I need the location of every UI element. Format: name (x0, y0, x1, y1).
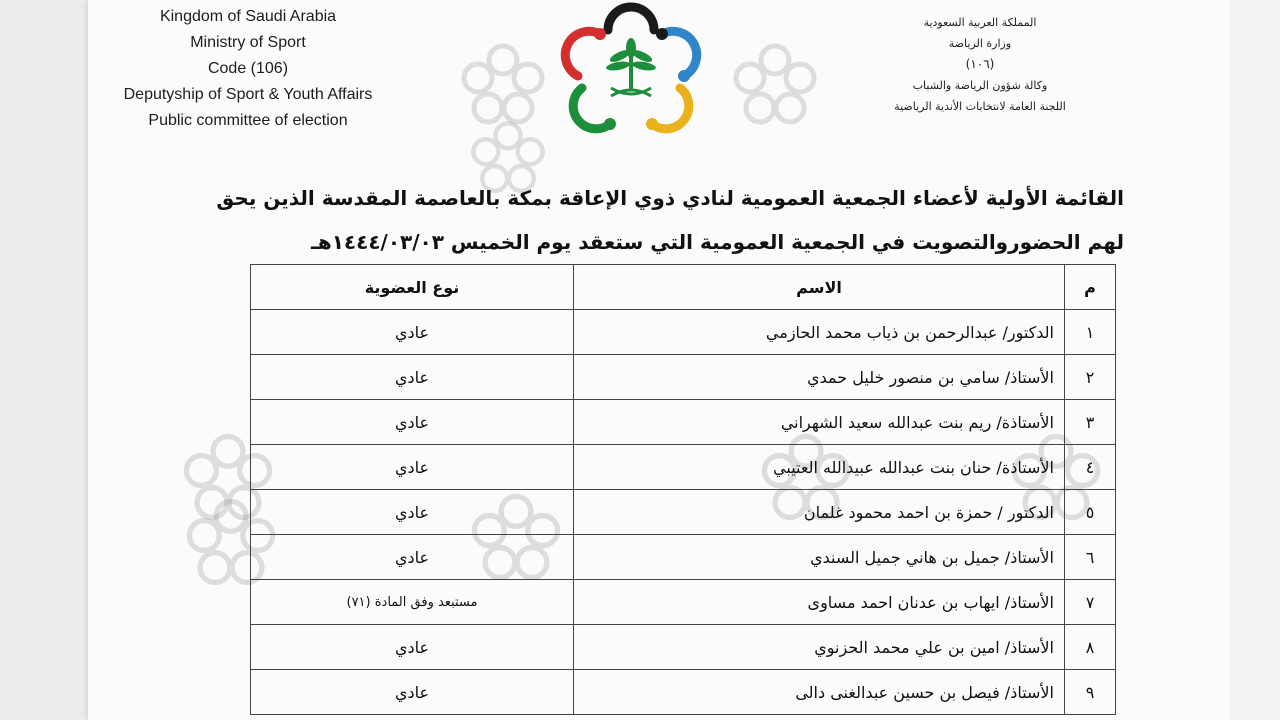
membership-type: عادي (251, 445, 574, 490)
membership-type: مستبعد وفق المادة (٧١) (251, 580, 574, 625)
header-arabic (870, 12, 1090, 117)
header-en-deputyship: Deputyship of Sport & Youth Affairs (123, 86, 373, 103)
header-ar-ministry: وزارة الرياضة (948, 37, 1012, 50)
document-page (88, 0, 1230, 720)
membership-type: عادي (251, 535, 574, 580)
viewer-margin (1230, 0, 1280, 720)
member-name: الأستاذ/ سامي بن منصور خليل حمدي (574, 355, 1065, 400)
header-en-committee: Public committee of election (148, 112, 348, 129)
membership-type: عادي (251, 490, 574, 535)
header-number: م (1065, 265, 1116, 310)
table-header-row (251, 265, 1116, 310)
header-name: الاسم (574, 265, 1065, 310)
membership-type: عادي (251, 625, 574, 670)
table-row (251, 490, 1116, 535)
membership-type: عادي (251, 355, 574, 400)
header-en-code: Code (106) (207, 60, 289, 77)
member-name: الأستاذ/ امين بن علي محمد الحزنوي (574, 625, 1065, 670)
table-row (251, 310, 1116, 355)
table-row (251, 670, 1116, 715)
member-name: الدكتور / حمزة بن احمد محمود غلمان (574, 490, 1065, 535)
member-name: الدكتور/ عبدالرحمن بن ذياب محمد الحازمي (574, 310, 1065, 355)
table-row (251, 355, 1116, 400)
watermark-emblem-icon (458, 40, 548, 130)
title-line-2: لهم الحضوروالتصويت في الجمعية العمومية التي ستعقد يوم الخميس ١٤٤٤/٠٣/٠٣هـ (311, 230, 1124, 254)
row-number: ٤ (1065, 445, 1116, 490)
member-name: الأستاذ/ فيصل بن حسين عبدالغنى دالى (574, 670, 1065, 715)
row-number: ٣ (1065, 400, 1116, 445)
table-row (251, 625, 1116, 670)
row-number: ٧ (1065, 580, 1116, 625)
header-en-ministry: Ministry of Sport (190, 34, 306, 51)
header-ar-deputyship: وكالة شؤون الرياضة والشباب (912, 79, 1048, 92)
row-number: ١ (1065, 310, 1116, 355)
ministry-of-sport-emblem-icon (556, 0, 706, 140)
header-ar-country: المملكة العربية السعودية (923, 16, 1037, 29)
header-english (118, 4, 378, 134)
header-membership-type: نوع العضوية (251, 265, 574, 310)
member-name: الأستاذة/ حنان بنت عبدالله عبيدالله العتيبي (574, 445, 1065, 490)
header-ar-code: (١٠٦) (965, 57, 995, 71)
header-en-country: Kingdom of Saudi Arabia (159, 8, 337, 25)
table-row (251, 535, 1116, 580)
member-name: الأستاذ/ ايهاب بن عدنان احمد مساوى (574, 580, 1065, 625)
table-row (251, 400, 1116, 445)
header-ar-committee: اللجنة العامة لانتخابات الأندية الرياضية (894, 100, 1066, 113)
title-line-1: القائمة الأولية لأعضاء الجمعية العمومية لنادي ذوي الإعاقة بمكة بالعاصمة المقدسة الذين يحق (216, 186, 1124, 210)
row-number: ٨ (1065, 625, 1116, 670)
row-number: ٦ (1065, 535, 1116, 580)
membership-type: عادي (251, 670, 574, 715)
membership-type: عادي (251, 400, 574, 445)
member-name: الأستاذة/ ريم بنت عبدالله سعيد الشهراني (574, 400, 1065, 445)
row-number: ٩ (1065, 670, 1116, 715)
table-row (251, 445, 1116, 490)
row-number: ٢ (1065, 355, 1116, 400)
member-name: الأستاذ/ جميل بن هاني جميل السندي (574, 535, 1065, 580)
table-row (251, 580, 1116, 625)
membership-type: عادي (251, 310, 574, 355)
watermark-emblem-icon (730, 40, 820, 130)
members-table (250, 264, 1116, 715)
row-number: ٥ (1065, 490, 1116, 535)
document-title (184, 176, 1124, 264)
